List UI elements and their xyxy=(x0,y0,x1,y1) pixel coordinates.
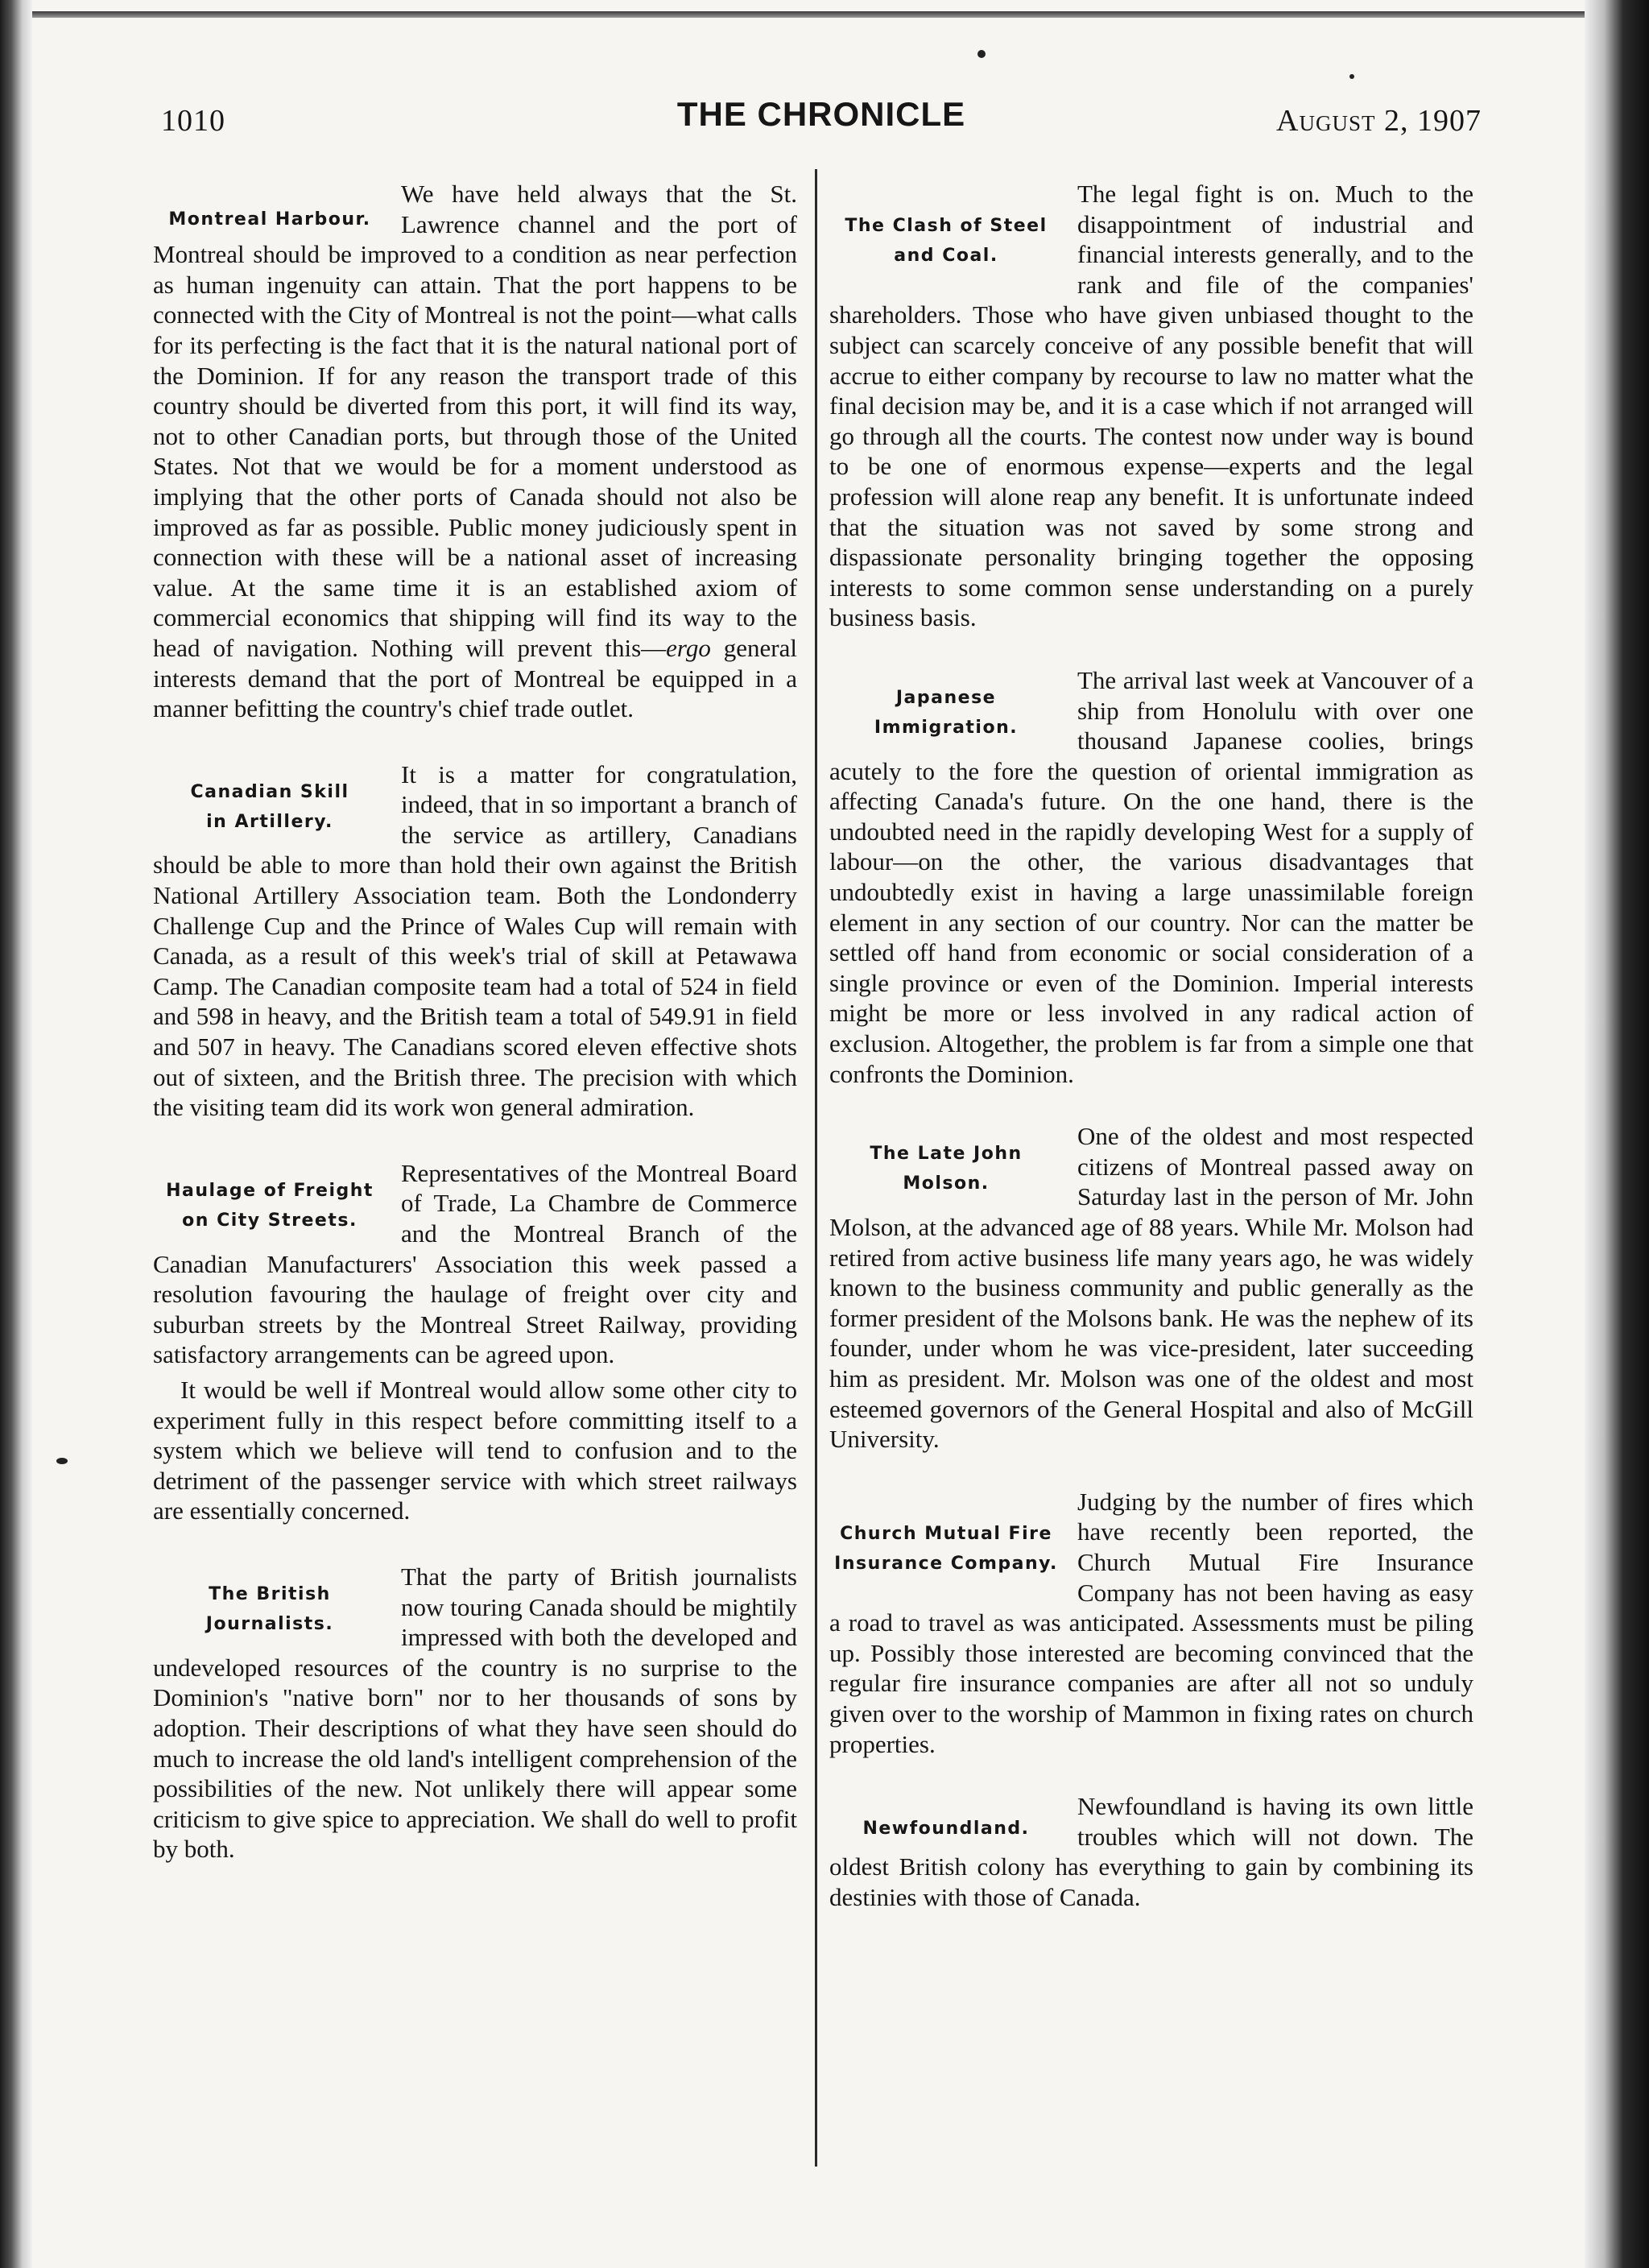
right-column xyxy=(829,179,1473,1912)
article-body: We have held always that the St. Lawrence channel and the port of Montreal should be improved to a condition as near perfection as human ingenuity can attain. That the port happens to be connected with the City of Montreal is not the point—what calls for its perfecting is the fact that it is the natural national port of the Dominion. If for any reason the transport trade of this country should be diverted from this port, it will find its way, not to other Canadian ports, but through those of the United States. Not that we would be for a moment understood as implying that the other ports of Canada should not also be improved as far as possible. Public money judiciously spent in connection with these will be a national asset of increasing value. At the same time it is an established axiom of commercial economics that shipping will find its way to the head of navigation. Nothing will prevent this— xyxy=(153,180,797,662)
article-body: The arrival last week at Vancouver of a ship from Honolulu with over one thousand Japanese coolies, brings acutely to the fore the question of oriental immigration as affecting Canada's future. On the one hand, there is the undoubted need in the rapidly developing West for a supply of labour—on the other, the various disadvantages that undoubtedly exist in having a large unassimilable foreign element in any section of our country. Nor can the matter be settled off hand from economic or social consideration of a single province or even of the Dominion. Imperial interests might be more or less involved in any radical action of exclusion. Altogether, the problem is far from a simple one that confronts the Dominion. xyxy=(829,665,1473,1088)
article-newfoundland xyxy=(829,1791,1473,1912)
sidehead-line: Journalists. xyxy=(205,1613,334,1634)
article-body: The legal fight is on. Much to the disappointment of industrial and financial interests generally, and to the rank and file of the companies' shareholders. Those who have given unbiased thought to the subject can scarcely conceive of any possible benefit that will accrue to either company by recourse to law no matter what the final decision may be, and it is a case which if not arranged will go through all the courts. The contest now under way is bound to be one of enormous expense—experts and the legal profession will alone reap any benefit. It is unfortunate indeed that the situation was not saved by some strong and dispassionate personality bringing together the opposing interests to some common sense understanding on a purely business basis. xyxy=(829,180,1473,632)
article-haulage-of-freight xyxy=(153,1158,797,1526)
sidehead-line: The Late John xyxy=(870,1144,1023,1165)
article-body: Representatives of the Montreal Board of Trade, La Chambre de Commerce and the Montreal Branch of the Canadian Manufacturers' Association this week passed a resolution favouring the haulage of freight over city and suburban streets by the Montreal Street Railway, providing satisfactory arrangements can be agreed upon. xyxy=(153,1158,797,1369)
article-british-journalists xyxy=(153,1562,797,1864)
page-number: 1010 xyxy=(161,104,225,138)
article-sidehead xyxy=(153,1176,386,1235)
sidehead-line: Immigration. xyxy=(874,717,1019,738)
journal-title: THE CHRONICLE xyxy=(676,95,966,133)
sidehead-line: in Artillery. xyxy=(206,811,333,832)
page-edge-right xyxy=(1585,0,1649,2268)
article-body: That the party of British journalists now touring Canada should be mightily impressed with both the developed and undeveloped resources of the country is no surprise to the Dominion's "native born" nor to her thousands of sons by adoption. Their descriptions of what they have seen should do much to increase the old land's intelligent comprehension of the possibilities of the new. Not unlikely there will appear some criticism to give spice to appreciation. We shall do well to profit by both. xyxy=(153,1562,797,1864)
article-japanese-immigration xyxy=(829,665,1473,1089)
article-montreal-harbour xyxy=(153,179,797,724)
article-sidehead xyxy=(153,1579,386,1639)
article-body: Judging by the number of fires which have recently been reported, the Church Mutual Fire Insurance Company has not been having as easy a road to travel as was anticipated. Assessments must be piling up. Possibly those interested are becoming convinced that the regular fire insurance companies are after all not so unduly given over to the worship of Mammon in fixing rates on church properties. xyxy=(829,1487,1473,1758)
sidehead-line: Newfoundland. xyxy=(862,1819,1030,1840)
sidehead-line: Church Mutual Fire xyxy=(840,1523,1052,1544)
sidehead-line: on City Streets. xyxy=(182,1210,357,1231)
column-divider xyxy=(815,169,817,2167)
sidehead-line: The Clash of Steel xyxy=(845,216,1048,236)
print-speck xyxy=(56,1458,68,1464)
article-sidehead xyxy=(829,1814,1063,1844)
sidehead-line: Montreal Harbour. xyxy=(168,209,371,230)
sidehead-line: Japanese xyxy=(895,687,997,708)
print-speck xyxy=(977,50,986,58)
sidehead-line: Canadian Skill xyxy=(190,781,349,802)
article-body: Newfoundland is having its own little troubles which will not down. The oldest British colony has everything to gain by combining its destinies with those of Canada. xyxy=(829,1792,1473,1911)
article-sidehead xyxy=(153,205,386,234)
article-late-john-molson xyxy=(829,1121,1473,1455)
running-head xyxy=(161,95,1482,143)
article-sidehead xyxy=(153,777,386,837)
article-body: One of the oldest and most respected citizens of Montreal passed away on Saturday last in the person of Mr. John Molson, at the advanced age of 88 years. While Mr. Molson had retired from active business life many years ago, he was widely known to the business community and public generally as the former president of the Molsons bank. He was the nephew of its founder, under whom he was vice-president, later succeeding him as president. Mr. Molson was one of the oldest and most esteemed governors of the General Hospital and also of McGill University. xyxy=(829,1122,1473,1454)
top-edge-rule xyxy=(32,11,1585,18)
print-speck xyxy=(1349,74,1354,79)
article-clash-of-steel-and-coal xyxy=(829,179,1473,633)
article-sidehead xyxy=(829,1139,1063,1198)
left-column xyxy=(153,179,797,1864)
sidehead-line: Molson. xyxy=(903,1173,990,1194)
sidehead-line: Haulage of Freight xyxy=(166,1180,374,1201)
sidehead-line: Insurance Company. xyxy=(834,1553,1058,1574)
issue-date: August 2, 1907 xyxy=(1276,104,1482,138)
article-sidehead xyxy=(829,1519,1063,1579)
article-body-italic: ergo xyxy=(666,633,711,662)
article-body-paragraph-2: It would be well if Montreal would allow some other city to experiment fully in this respect before committing itself to a system which we believe will tend to confusion and to the detriment of the passenger service with which street railways are essentially concerned. xyxy=(153,1375,797,1525)
article-sidehead xyxy=(829,683,1063,743)
article-sidehead xyxy=(829,211,1063,271)
sidehead-line: The British xyxy=(209,1583,331,1604)
binding-shadow-left xyxy=(0,0,32,2268)
article-church-mutual-fire xyxy=(829,1487,1473,1759)
article-body-tail: general interests demand that the port of Montreal be equipped in a manner befitting the country's chief trade outlet. xyxy=(153,633,797,723)
article-canadian-skill xyxy=(153,759,797,1123)
sidehead-line: and Coal. xyxy=(894,246,998,266)
article-body: It is a matter for congratulation, indeed, that in so important a branch of the service as artillery, Canadians should be able to more than hold their own against the British National Artillery Association team. Both the Londonderry Challenge Cup and the Prince of Wales Cup will remain with Canada, as a result of this week's trial of skill at Petawawa Camp. The Canadian composite team had a total of 524 in field and 598 in heavy, and the British team a total of 549.91 in field and 507 in heavy. The Canadians scored eleven effective shots out of sixteen, and the British three. The precision with which the visiting team did its work won general admiration. xyxy=(153,759,797,1122)
